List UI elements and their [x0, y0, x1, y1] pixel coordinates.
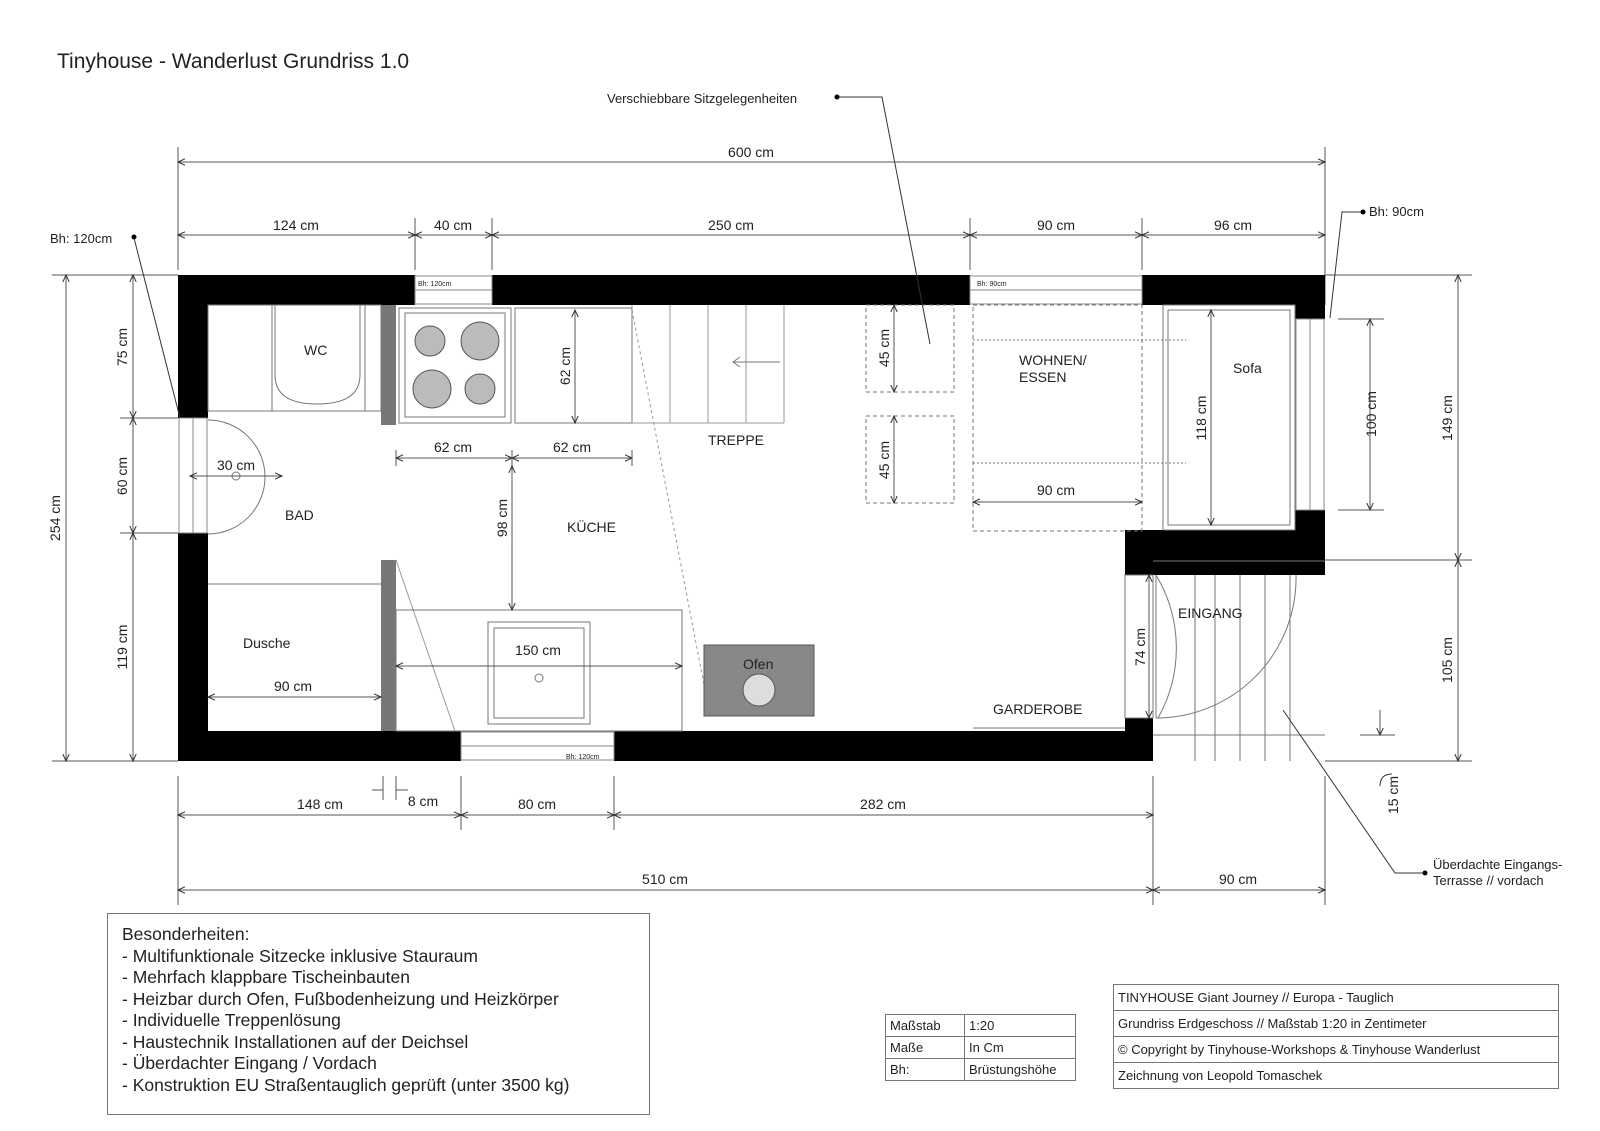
legend-key: Bh: [886, 1059, 965, 1081]
dim-kitchen-62b: 62 cm [552, 439, 592, 455]
terrace-label-line2: Terrasse // vordach [1433, 873, 1544, 888]
dim-left-3: 119 cm [114, 624, 130, 670]
stove-burners [413, 322, 499, 408]
title-block-line: TINYHOUSE Giant Journey // Europa - Tauglich [1114, 985, 1559, 1011]
note-item: - Heizbar durch Ofen, Fußbodenheizung und Heizkörper [122, 988, 559, 1009]
title-block-line: © Copyright by Tinyhouse-Workshops & Tinyhouse Wanderlust [1114, 1037, 1559, 1063]
oven-label: Ofen [743, 656, 774, 672]
room-sofa: Sofa [1233, 360, 1262, 376]
dim-top-5: 96 cm [1213, 217, 1253, 233]
note-item: - Überdachter Eingang / Vordach [122, 1053, 377, 1073]
bh-left-label: Bh: 120cm [50, 231, 113, 246]
dim-counter-150: 150 cm [515, 642, 561, 658]
note-item: - Multifunktionale Sitzecke inklusive Stauraum [122, 945, 478, 966]
sofa [1163, 305, 1295, 530]
oven-door-icon [743, 674, 775, 706]
note-item: - Mehrfach klappbare Tischeinbauten [122, 967, 410, 987]
dim-right-2: 105 cm [1439, 637, 1455, 683]
terrace-label-line1: Überdachte Eingangs- [1433, 857, 1563, 872]
dim-seat-45b: 45 cm [876, 440, 892, 480]
window-tag-top-right: Bh: 90cm [977, 281, 1007, 288]
dim-top-1: 124 cm [273, 217, 319, 233]
legend-key: Maße [886, 1037, 965, 1059]
title-block-line: Zeichnung von Leopold Tomaschek [1114, 1063, 1559, 1089]
dim-top-4: 90 cm [1036, 217, 1076, 233]
dim-top-3: 250 cm [708, 217, 754, 233]
dim-left-1: 75 cm [114, 327, 130, 367]
title-block [1113, 984, 1559, 1089]
legend-key: Maßstab [886, 1015, 965, 1037]
dim-bottom-total: 510 cm [642, 871, 688, 887]
dim-bottom-2: 8 cm [407, 793, 439, 809]
dim-sofa-118: 118 cm [1193, 395, 1209, 441]
dim-total-top: 600 cm [728, 144, 774, 160]
legend-table [885, 1014, 1076, 1081]
legend-row [886, 1059, 1076, 1081]
legend-row [886, 1037, 1076, 1059]
note-item: - Haustechnik Installationen auf der Deichsel [122, 1031, 469, 1052]
dim-bottom-3: 80 cm [517, 796, 557, 812]
stair-direction-icon [733, 357, 780, 367]
bh-right-label: Bh: 90cm [1369, 204, 1424, 219]
legend-value: 1:20 [965, 1015, 1076, 1037]
leader-dot-icon [1423, 871, 1428, 876]
room-eingang: EINGANG [1178, 605, 1243, 621]
dim-entry-74: 74 cm [1132, 627, 1148, 667]
legend-row [886, 1015, 1076, 1037]
movable-seats [866, 305, 1186, 531]
window-tag-bottom: Bh: 120cm [566, 754, 600, 761]
room-treppe: TREPPE [708, 432, 765, 448]
dim-sofa-100: 100 cm [1363, 391, 1379, 437]
legend-value: Brüstungshöhe [965, 1059, 1076, 1081]
drawing-title: Tinyhouse - Wanderlust Grundriss 1.0 [57, 50, 410, 73]
note-item: - Individuelle Treppenlösung [122, 1010, 341, 1030]
room-wohnen-line2: ESSEN [1019, 369, 1067, 385]
dim-step-15: 15 cm [1385, 775, 1401, 815]
dim-kitchen-62a: 62 cm [433, 439, 473, 455]
room-kueche: KÜCHE [567, 519, 617, 535]
window-tag-top-left: Bh: 120cm [418, 281, 452, 288]
movable-seats-label: Verschiebbare Sitzgelegenheiten [607, 91, 798, 106]
leader-dot-icon [132, 235, 137, 240]
leader-dot-icon [835, 95, 840, 100]
room-bad: BAD [285, 507, 314, 523]
dim-seat-45a: 45 cm [876, 328, 892, 368]
dim-right-1: 149 cm [1439, 395, 1455, 441]
bathroom-fixtures [208, 305, 381, 584]
dim-bottom-terrace: 90 cm [1218, 871, 1258, 887]
dim-shower-width: 90 cm [273, 678, 313, 694]
dim-kitchen-98: 98 cm [494, 498, 510, 538]
dim-table-90: 90 cm [1036, 482, 1076, 498]
dim-bottom-4: 282 cm [860, 796, 906, 812]
room-dusche: Dusche [243, 635, 291, 651]
dim-kitchen-62v: 62 cm [557, 346, 573, 386]
title-block-line: Grundriss Erdgeschoss // Maßstab 1:20 in Zentimeter [1114, 1011, 1559, 1037]
notes-heading: Besonderheiten: [122, 924, 250, 944]
dim-bottom-1: 148 cm [297, 796, 343, 812]
dimension-lines [52, 147, 1472, 905]
dim-sink-bath: 30 cm [216, 457, 256, 473]
room-garderobe: GARDEROBE [993, 701, 1083, 717]
dim-left-total: 254 cm [47, 495, 63, 541]
legend-value: In Cm [965, 1037, 1076, 1059]
dim-left-2: 60 cm [114, 456, 130, 496]
leader-dot-icon [1361, 210, 1366, 215]
room-wc: WC [304, 342, 328, 358]
note-item: - Konstruktion EU Straßentauglich geprüft (unter 3500 kg) [122, 1074, 570, 1095]
dim-top-2: 40 cm [433, 217, 473, 233]
room-wohnen-line1: WOHNEN/ [1019, 352, 1087, 368]
notes-box [107, 913, 650, 1115]
